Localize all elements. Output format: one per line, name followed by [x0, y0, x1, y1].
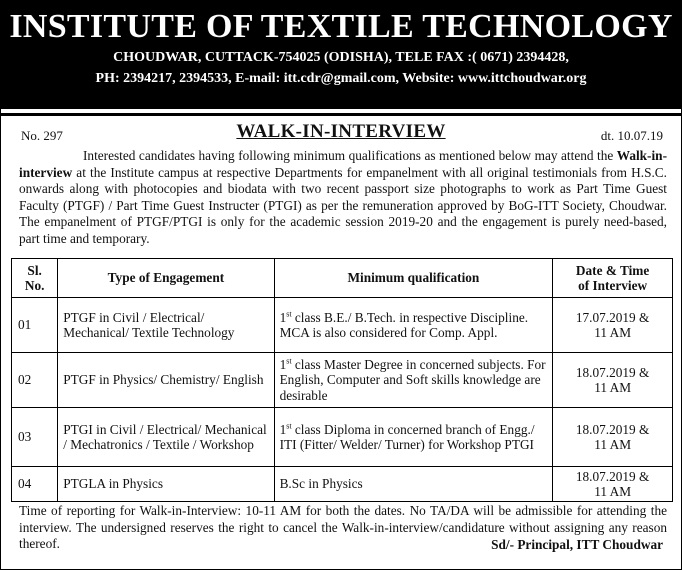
row-date — [553, 408, 673, 467]
engagement-table — [11, 258, 673, 502]
table-row — [12, 408, 673, 467]
header-divider — [1, 113, 681, 116]
header-qualification: Minimum qualification — [274, 259, 553, 298]
header-sl-line2: No. — [24, 278, 45, 293]
letterhead — [1, 1, 681, 109]
row-date-value: 18.07.2019 & — [575, 364, 650, 380]
row-type: PTGF in Civil / Electrical/ Mechanical/ Textile Technology — [58, 298, 274, 353]
row-date-value: 18.07.2019 & — [575, 421, 650, 437]
row-date-value: 18.07.2019 & — [575, 468, 650, 484]
row-qualification — [274, 408, 553, 467]
row-type: PTGLA in Physics — [58, 467, 274, 502]
header-sl — [12, 259, 58, 298]
row-qualification — [274, 298, 553, 353]
table-header-row — [12, 259, 673, 298]
qual-text: B.Sc in Physics — [279, 476, 363, 492]
qual-ordinal-suffix: st — [286, 309, 292, 319]
table-row — [12, 353, 673, 408]
footer-note: Time of reporting for Walk-in-Interview: 10-11 AM for both the dates. No TA/DA will be admissible for attending the interview. The undersigned reserves the right to cancel the Walk-in-interview/candidature without assigning any reason thereof. — [19, 503, 667, 551]
row-sl: 01 — [12, 298, 58, 353]
row-time-value: 11 AM — [594, 380, 632, 395]
table-row — [12, 467, 673, 502]
signature: Sd/- Principal, ITT Choudwar — [491, 537, 663, 552]
header-sl-line1: Sl. — [27, 262, 42, 278]
header-date-line1: Date & Time — [575, 262, 650, 278]
table-row — [12, 298, 673, 353]
row-date — [553, 298, 673, 353]
qual-extra: MCA is also considered for Comp. Appl. — [279, 325, 498, 340]
institute-name: INSTITUTE OF TEXTILE TECHNOLOGY — [9, 8, 673, 45]
row-sl: 02 — [12, 353, 58, 408]
intro-paragraph — [19, 148, 667, 247]
row-date — [553, 467, 673, 502]
qual-ordinal-suffix: st — [286, 421, 292, 431]
institute-address: CHOUDWAR, CUTTACK-754025 (ODISHA), TELE FAX :( 0671) 2394428, — [113, 50, 569, 65]
row-qualification — [274, 353, 553, 408]
qual-ordinal: 1 — [279, 356, 287, 372]
notice-date: dt. 10.07.19 — [600, 128, 663, 143]
notice-title: WALK-IN-INTERVIEW — [236, 121, 446, 142]
qual-text: class Master Degree in concerned subjects. For English, Computer and Soft skills knowledge are desirable — [279, 356, 546, 403]
header-date — [553, 259, 673, 298]
notice-number: No. 297 — [21, 128, 63, 143]
row-time-value: 11 AM — [594, 437, 632, 452]
institute-contact: PH: 2394217, 2394533, E-mail: itt.cdr@gmail.com, Website: www.ittchoudwar.org — [95, 71, 587, 86]
qual-ordinal-suffix: st — [286, 356, 292, 366]
qual-ordinal: 1 — [279, 309, 287, 325]
row-date — [553, 353, 673, 408]
row-time-value: 11 AM — [594, 484, 632, 499]
row-type: PTGI in Civil / Electrical/ Mechanical / Mechatronics / Textile / Workshop — [58, 408, 274, 467]
qual-text: class B.E./ B.Tech. in respective Discipline. — [291, 309, 529, 325]
intro-text-1: Interested candidates having following minimum qualifications as mentioned below may attend the — [83, 148, 617, 163]
header-date-line2: of Interview — [578, 278, 648, 293]
row-type: PTGF in Physics/ Chemistry/ English — [58, 353, 274, 408]
qual-ordinal: 1 — [279, 421, 287, 437]
row-date-value: 17.07.2019 & — [575, 309, 650, 325]
header-type: Type of Engagement — [58, 259, 274, 298]
intro-text-2: at the Institute campus at respective Departments for empanelment with all original testimonials from H.S.C. onwards along with photocopies and biodata with two recent passport size photographs to work as Part Time Guest Faculty (PTGF) / Part Time Guest Instructer (PTGI) as per the remuneration approved by BoG-ITT Society, Choudwar. The empanelment of PTGF/PTGI is only for the academic session 2019-20 and the engagement is purely need-based, part time and temporary. — [19, 164, 667, 246]
qual-text: class Diploma in concerned branch of Engg./ ITI (Fitter/ Welder/ Turner) for Workshop PTGI — [279, 421, 535, 452]
row-sl: 03 — [12, 408, 58, 467]
row-time-value: 11 AM — [594, 325, 632, 340]
intro-bold-text: Walk-in-interview — [19, 148, 667, 180]
row-qualification — [274, 467, 553, 502]
row-sl: 04 — [12, 467, 58, 502]
